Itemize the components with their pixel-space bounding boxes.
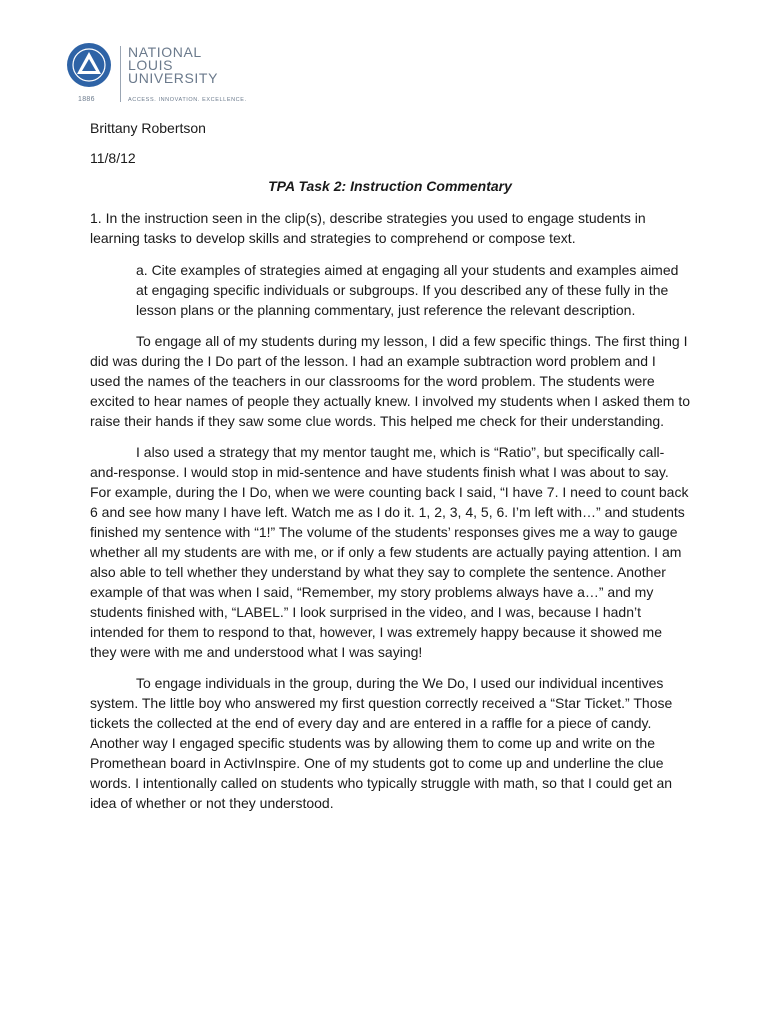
logo-divider (120, 46, 121, 102)
wordmark-line: LOUIS (128, 57, 174, 73)
university-seal-icon (66, 42, 112, 88)
author-name: Brittany Robertson (90, 120, 206, 136)
founding-year: 1886 (78, 96, 95, 103)
document-title: TPA Task 2: Instruction Commentary (268, 178, 512, 194)
university-tagline: ACCESS. INNOVATION. EXCELLENCE. (128, 97, 247, 103)
response-paragraph: To engage individuals in the group, during the We Do, I used our individual incentives system. The little boy who answered my first question correctly received a “Star Ticket.” Those tickets the collected at the end of every day and are entered in a raffle for a piece of candy. Another way I engaged specific students was by allowing them to come up and write on the Promethean board in ActivInspire. One of my students got to come up and underline the clue words. I intentionally called on students who typically struggle with math, so that I could get an idea of whether or not they understood. (90, 675, 673, 811)
university-wordmark (128, 46, 218, 85)
wordmark-line: NATIONAL (128, 44, 202, 60)
response-paragraph: I also used a strategy that my mentor taught me, which is “Ratio”, but specifically call-and-response. I would stop in mid-sentence and have students finish what I was about to say. For example, during the I Do, when we were counting back I said, “I have 7. I need to count back 6 and see how many I have left. Watch me as I do it. 1, 2, 3, 4, 5, 6. I’m left with…” and students finished my sentence with “1!” The volume of the students’ responses gives me a way to gauge whether all my students are with me, or if only a few students are actually paying attention. I am also able to tell whether they understand by what they say to complete the sentence. Another example of that was when I said, “Remember, my story problems always have a…” and my students finished with, “LABEL.” I look surprised in the video, and I was, because I hadn’t intended for them to respond to that, however, I was extremely happy because it showed me they were with me and understood what I was saying! (90, 444, 689, 660)
prompt-subquestion: a. Cite examples of strategies aimed at engaging all your students and examples aimed at engaging specific individuals or subgroups. If you described any of these fully in the lesson plans or the planning commentary, just reference the relevant description. (136, 262, 679, 318)
university-logo (66, 42, 266, 106)
response-paragraph: To engage all of my students during my lesson, I did a few specific things. The first thing I did was during the I Do part of the lesson. I had an example subtraction word problem and I used the names of the teachers in our classrooms for the word problem. The students were excited to hear names of people they actually knew. I involved my students when I asked them to raise their hands if they saw some clue words. This helped me check for their understanding. (90, 333, 691, 429)
wordmark-line: UNIVERSITY (128, 70, 219, 86)
prompt-question: 1. In the instruction seen in the clip(s), describe strategies you used to engage students in learning tasks to develop skills and strategies to comprehend or compose text. (90, 210, 646, 246)
document-body (90, 118, 690, 824)
document-date: 11/8/12 (90, 150, 136, 166)
